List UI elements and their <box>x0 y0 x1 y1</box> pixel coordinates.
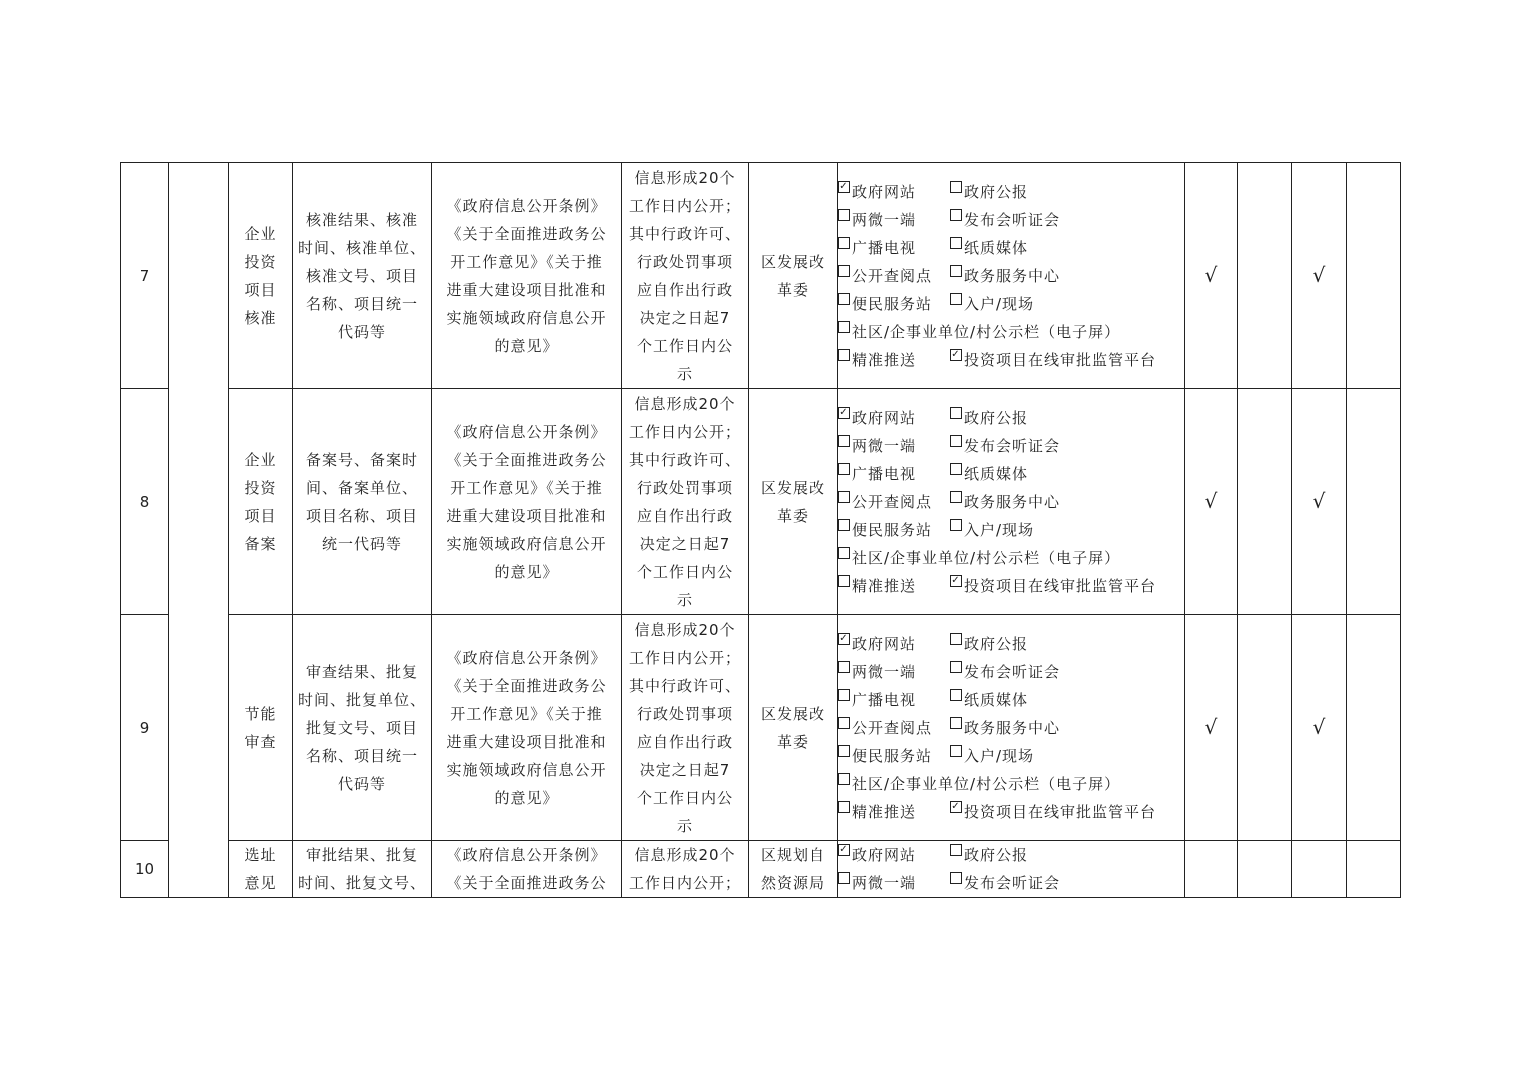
check-mark <box>1347 615 1401 841</box>
checkbox-icon[interactable] <box>838 435 850 447</box>
table-row <box>121 615 1401 841</box>
channel-option[interactable]: ✓ 投资项目在线审批监管平台 <box>950 572 1156 600</box>
channel-option[interactable]: 精准推送 <box>838 572 950 600</box>
check-mark: √ <box>1185 615 1238 841</box>
channel-option[interactable]: 政务服务中心 <box>950 714 1060 742</box>
channel-option[interactable]: 政务服务中心 <box>950 488 1060 516</box>
checkbox-icon[interactable] <box>950 265 962 277</box>
channel-option[interactable]: ✓ 投资项目在线审批监管平台 <box>950 346 1156 374</box>
checkbox-icon[interactable] <box>838 844 850 856</box>
checkbox-icon[interactable] <box>950 717 962 729</box>
channel-option[interactable]: 公开查阅点 <box>838 714 950 742</box>
checkbox-icon[interactable] <box>838 293 850 305</box>
check-mark <box>1347 389 1401 615</box>
disclosure-content: 审查结果、批复 时间、批复单位、 批复文号、项目 名称、项目统一 代码等 <box>293 615 432 841</box>
check-mark <box>1238 841 1292 898</box>
channel-option[interactable]: 社区/企事业单位/村公示栏（电子屏） <box>838 770 1120 798</box>
checkbox-icon[interactable] <box>950 463 962 475</box>
table-row <box>121 163 1401 389</box>
check-mark <box>1292 841 1347 898</box>
channel-option[interactable]: 广播电视 <box>838 460 950 488</box>
checkbox-icon[interactable] <box>950 745 962 757</box>
checkbox-icon[interactable] <box>950 689 962 701</box>
check-mark: √ <box>1185 389 1238 615</box>
check-mark <box>1347 841 1401 898</box>
disclosure-basis: 《政府信息公开条例》 《关于全面推进政务公 <box>432 841 622 898</box>
channel-option[interactable]: 便民服务站 <box>838 516 950 544</box>
checkbox-icon[interactable] <box>838 491 850 503</box>
checkbox-icon[interactable] <box>838 407 850 419</box>
channel-option[interactable]: 精准推送 <box>838 798 950 826</box>
channel-option[interactable]: 政务服务中心 <box>950 262 1060 290</box>
channel-option[interactable]: 入户/现场 <box>950 516 1034 544</box>
channel-option[interactable]: 社区/企事业单位/村公示栏（电子屏） <box>838 544 1120 572</box>
channel-option[interactable]: 发布会听证会 <box>950 658 1060 686</box>
channel-option[interactable]: 入户/现场 <box>950 742 1034 770</box>
table-row <box>121 841 1401 898</box>
row-number: 7 <box>121 163 169 389</box>
checkbox-icon[interactable] <box>838 801 850 813</box>
channel-option[interactable]: 纸质媒体 <box>950 234 1028 262</box>
channel-option[interactable]: 便民服务站 <box>838 290 950 318</box>
disclosure-channels <box>838 841 1185 898</box>
disclosure-subject: 区规划自 然资源局 <box>749 841 838 898</box>
channel-option[interactable]: 发布会听证会 <box>950 206 1060 234</box>
check-mark <box>1238 163 1292 389</box>
checkbox-icon[interactable] <box>838 181 850 193</box>
disclosure-channels <box>838 615 1185 841</box>
check-mark: √ <box>1292 389 1347 615</box>
disclosure-timing: 信息形成20个 工作日内公开； 其中行政许可、 行政处罚事项 应自作出行政 决定之日起7 个工作日内公 示 <box>622 163 749 389</box>
channel-option[interactable]: 发布会听证会 <box>950 432 1060 460</box>
checkbox-icon[interactable] <box>950 872 962 884</box>
item-name: 企业 投资 项目 核准 <box>229 163 293 389</box>
check-mark: √ <box>1292 163 1347 389</box>
disclosure-subject: 区发展改 革委 <box>749 389 838 615</box>
check-mark <box>1185 841 1238 898</box>
channel-option[interactable]: 发布会听证会 <box>950 869 1060 897</box>
checkbox-icon[interactable] <box>950 575 962 587</box>
item-name: 选址 意见 <box>229 841 293 898</box>
disclosure-channels <box>838 389 1185 615</box>
disclosure-basis: 《政府信息公开条例》 《关于全面推进政务公 开工作意见》《关于推 进重大建设项目批准和 实施领域政府信息公开 的意见》 <box>432 163 622 389</box>
checkbox-icon[interactable] <box>950 209 962 221</box>
checkbox-icon[interactable] <box>838 463 850 475</box>
checkbox-icon[interactable] <box>838 633 850 645</box>
check-mark <box>1238 389 1292 615</box>
checkbox-icon[interactable] <box>838 209 850 221</box>
channel-option[interactable]: ✓ 政府网站 <box>838 404 950 432</box>
category-cell <box>169 163 229 898</box>
checkbox-icon[interactable] <box>838 349 850 361</box>
disclosure-subject: 区发展改 革委 <box>749 163 838 389</box>
checkbox-icon[interactable] <box>950 435 962 447</box>
disclosure-subject: 区发展改 革委 <box>749 615 838 841</box>
channel-option[interactable]: 两微一端 <box>838 658 950 686</box>
channel-option[interactable]: ✓ 政府网站 <box>838 630 950 658</box>
channel-option[interactable]: 政府公报 <box>950 404 1028 432</box>
channel-option[interactable]: 精准推送 <box>838 346 950 374</box>
disclosure-timing: 信息形成20个 工作日内公开； 其中行政许可、 行政处罚事项 应自作出行政 决定之日起7 个工作日内公 示 <box>622 615 749 841</box>
checkbox-icon[interactable] <box>838 661 850 673</box>
table-row <box>121 389 1401 615</box>
row-number: 8 <box>121 389 169 615</box>
channel-option[interactable]: 纸质媒体 <box>950 460 1028 488</box>
checkbox-icon[interactable] <box>950 349 962 361</box>
checkbox-icon[interactable] <box>950 519 962 531</box>
checkbox-icon[interactable] <box>838 689 850 701</box>
channel-option[interactable]: 两微一端 <box>838 432 950 460</box>
channel-option[interactable]: 政府公报 <box>950 178 1028 206</box>
checkbox-icon[interactable] <box>838 321 850 333</box>
disclosure-content: 审批结果、批复 时间、批复文号、 <box>293 841 432 898</box>
channel-option[interactable]: ✓ 政府网站 <box>838 841 950 869</box>
channel-option[interactable]: 公开查阅点 <box>838 488 950 516</box>
check-mark: √ <box>1292 615 1347 841</box>
disclosure-timing: 信息形成20个 工作日内公开； <box>622 841 749 898</box>
channel-option[interactable]: 政府公报 <box>950 841 1028 869</box>
disclosure-table <box>120 162 1401 898</box>
checkbox-icon[interactable] <box>950 293 962 305</box>
checkbox-icon[interactable] <box>950 633 962 645</box>
channel-option[interactable]: 便民服务站 <box>838 742 950 770</box>
item-name: 企业 投资 项目 备案 <box>229 389 293 615</box>
channel-option[interactable]: 社区/企事业单位/村公示栏（电子屏） <box>838 318 1120 346</box>
checkbox-icon[interactable] <box>838 237 850 249</box>
checkbox-icon[interactable] <box>950 844 962 856</box>
channel-option[interactable]: ✓ 投资项目在线审批监管平台 <box>950 798 1156 826</box>
channel-option[interactable]: ✓ 政府网站 <box>838 178 950 206</box>
check-mark <box>1347 163 1401 389</box>
channel-option[interactable]: 广播电视 <box>838 686 950 714</box>
checkbox-icon[interactable] <box>838 547 850 559</box>
channel-option[interactable]: 入户/现场 <box>950 290 1034 318</box>
checkbox-icon[interactable] <box>838 717 850 729</box>
checkbox-icon[interactable] <box>838 773 850 785</box>
row-number: 10 <box>121 841 169 898</box>
check-mark: √ <box>1185 163 1238 389</box>
checkbox-icon[interactable] <box>950 181 962 193</box>
checkbox-icon[interactable] <box>838 265 850 277</box>
channel-option[interactable]: 公开查阅点 <box>838 262 950 290</box>
row-number: 9 <box>121 615 169 841</box>
disclosure-channels <box>838 163 1185 389</box>
channel-option[interactable]: 两微一端 <box>838 869 950 897</box>
item-name: 节能 审查 <box>229 615 293 841</box>
checkbox-icon[interactable] <box>838 519 850 531</box>
disclosure-content: 核准结果、核准 时间、核准单位、 核准文号、项目 名称、项目统一 代码等 <box>293 163 432 389</box>
disclosure-basis: 《政府信息公开条例》 《关于全面推进政务公 开工作意见》《关于推 进重大建设项目批准和 实施领域政府信息公开 的意见》 <box>432 389 622 615</box>
checkbox-icon[interactable] <box>838 872 850 884</box>
checkbox-icon[interactable] <box>950 237 962 249</box>
checkbox-icon[interactable] <box>950 801 962 813</box>
checkbox-icon[interactable] <box>838 745 850 757</box>
checkbox-icon[interactable] <box>950 491 962 503</box>
disclosure-timing: 信息形成20个 工作日内公开； 其中行政许可、 行政处罚事项 应自作出行政 决定之日起7 个工作日内公 示 <box>622 389 749 615</box>
channel-option[interactable]: 纸质媒体 <box>950 686 1028 714</box>
disclosure-basis: 《政府信息公开条例》 《关于全面推进政务公 开工作意见》《关于推 进重大建设项目批准和 实施领域政府信息公开 的意见》 <box>432 615 622 841</box>
checkbox-icon[interactable] <box>950 661 962 673</box>
channel-option[interactable]: 两微一端 <box>838 206 950 234</box>
disclosure-content: 备案号、备案时 间、备案单位、 项目名称、项目 统一代码等 <box>293 389 432 615</box>
checkbox-icon[interactable] <box>838 575 850 587</box>
checkbox-icon[interactable] <box>950 407 962 419</box>
check-mark <box>1238 615 1292 841</box>
channel-option[interactable]: 广播电视 <box>838 234 950 262</box>
channel-option[interactable]: 政府公报 <box>950 630 1028 658</box>
